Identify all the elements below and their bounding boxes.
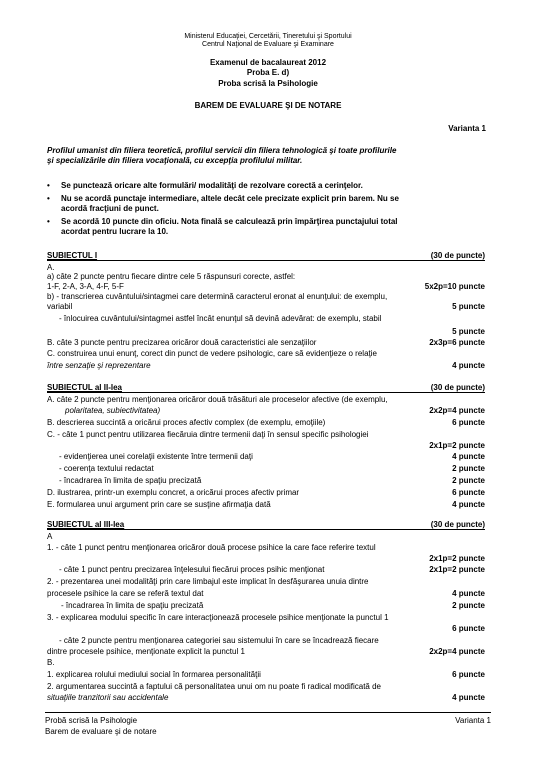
bullet-icon: •	[47, 217, 50, 226]
footer-subject: Probă scrisă la Psihologie	[45, 716, 138, 725]
subject-title: Proba scrisă la Psihologie	[218, 79, 318, 88]
exam-title: Examenul de bacalaureat 2012	[209, 58, 327, 67]
rule-item: • Nu se acordă punctaje intermediare, altele decât cele precizate explicit prin barem. Nu se acordă fracţiuni de punct.	[47, 194, 399, 213]
profile-line: şi specializările din filiera vocaţională, cu excepţia profilului militar.	[47, 156, 303, 165]
barem-title: BAREM DE EVALUARE ŞI DE NOTARE	[194, 101, 342, 110]
proba-title: Proba E. d)	[246, 68, 290, 77]
rule-item: • Se acordă 10 puncte din oficiu. Nota finală se calculează prin împărţirea punctajului total acordat pentru lucrare la 10.	[47, 217, 398, 236]
bullet-icon: •	[47, 181, 50, 190]
ministry-name: Ministerul Educaţiei, Cercetării, Tineretului şi Sportului	[184, 33, 352, 40]
footer-barem: Barem de evaluare şi de notare	[45, 727, 157, 736]
divider	[47, 392, 485, 393]
profile-line: Profilul umanist din filiera teoretică, profilul servicii din filiera tehnologică şi toate profilurile	[47, 146, 397, 155]
rule-item: • Se punctează oricare alte formulări/ modalităţi de rezolvare corectă a cerinţelor.	[47, 181, 363, 190]
center-name: Centrul Naţional de Evaluare şi Examinare	[202, 41, 334, 48]
bullet-icon: •	[47, 194, 50, 203]
document-page: Ministerul Educaţiei, Cercetării, Tineretului şi Sportului Centrul Naţional de Evaluare şi Examinare Examenul de bacalaureat 2012 Proba E. d) Proba scrisă la Psihologie BAREM DE EVALUARE ŞI DE NOTARE Varianta 1 Profilul umanist din filiera teoretică, profilul servicii din filiera tehnologică şi toate profilurile şi specializările din filiera vocaţională, cu excepţia profilului militar. • Se punctează oricare alte formulări/ modalităţi de rezolvare corectă a cerinţelor. • Nu se acordă punctaje intermediare, altele decât cele precizate explicit prin barem. Nu se acordă fracţiuni de punct. • Se acordă 10 puncte din oficiu. Nota finală se calculează prin împărţirea punctajului total acordat pentru lucrare la 10. SUBIECTUL I (30 de puncte) A. a) câte 2 puncte pentru fiecare dintre cele 5 răspunsuri corecte, astfel: 1-F, 2-A, 3-A, 4-F, 5-F 5x2p=10 puncte b) - transcrierea cuvântului/sintagmei care determină caracterul eronat al enunţului: de exemplu, variabil 5 puncte - înlocuirea cuvântului/sintagmei astfel încât enunţul să devină adevărat: de exemplu, stabil 5 puncte B. câte 3 puncte pentru precizarea oricăror două caracteristici ale senzaţiilor 2x3p=6 puncte C. construirea unui enunţ, corect din punct de vedere psihologic, care să evidenţieze o relaţie între senzaţie şi reprezentare 4 puncte SUBIECTUL al II-lea (30 de puncte) A. câte 2 puncte pentru menţionarea oricăror două trăsături ale proceselor afective (de exemplu, polaritatea, subiectivitatea) 2x2p=4 puncte B. descrierea succintă a oricărui proces afectiv complex (de exemplu, emoţiile) 6 puncte C. - câte 1 punct pentru utilizarea fiecăruia dintre termenii daţi în sensul specific psihologiei 2x1p=2 puncte - evidenţierea unei corelaţii existente între termenii daţi 4 puncte - coerenţa textului redactat 2 puncte - încadrarea în limita de spaţiu precizată 2 puncte D. ilustrarea, printr-un exemplu concret, a oricărui proces afectiv primar 6 puncte E. formularea unui argument prin care se susţine afirmaţia dată 4 puncte SUBIECTUL al III-lea (30 de puncte) A 1. - câte 1 punct pentru menţionarea oricăror două procese psihice la care face referire textul 2x1p=2 puncte - câte 1 punct pentru precizarea înţelesului fiecărui proces psihic menţionat 2x1p=2 puncte 2. - prezentarea unei modalităţi prin care limbajul este implicat în desfăşurarea unuia dintre procesele psihice la care se referă textul dat 4 puncte - încadrarea în limita de spaţiu precizată 2 puncte 3. - explicarea modului specific în care interacţionează procesele psihice menţionate la punctul 1 6 puncte - câte 2 puncte pentru menţionarea categoriei sau sistemului în care se încadrează fiecare dintre procesele psihice, menţionate explicit la punctul 1 2x2p=4 puncte B. 1. explicarea rolului mediului social în formarea personalităţii 6 puncte 2. argumentarea succintă a faptului că personalitatea unui om nu poate fi radical modificată de situaţiile tranzitorii sau accidentale 4 puncte Probă scrisă la Psihologie Barem de evaluare şi de notare Varianta 1	[0, 0, 536, 768]
divider	[47, 260, 485, 261]
footer-variant: Varianta 1	[455, 716, 491, 725]
footer-divider	[45, 712, 491, 713]
variant-label: Varianta 1	[448, 124, 486, 133]
divider	[47, 529, 485, 530]
